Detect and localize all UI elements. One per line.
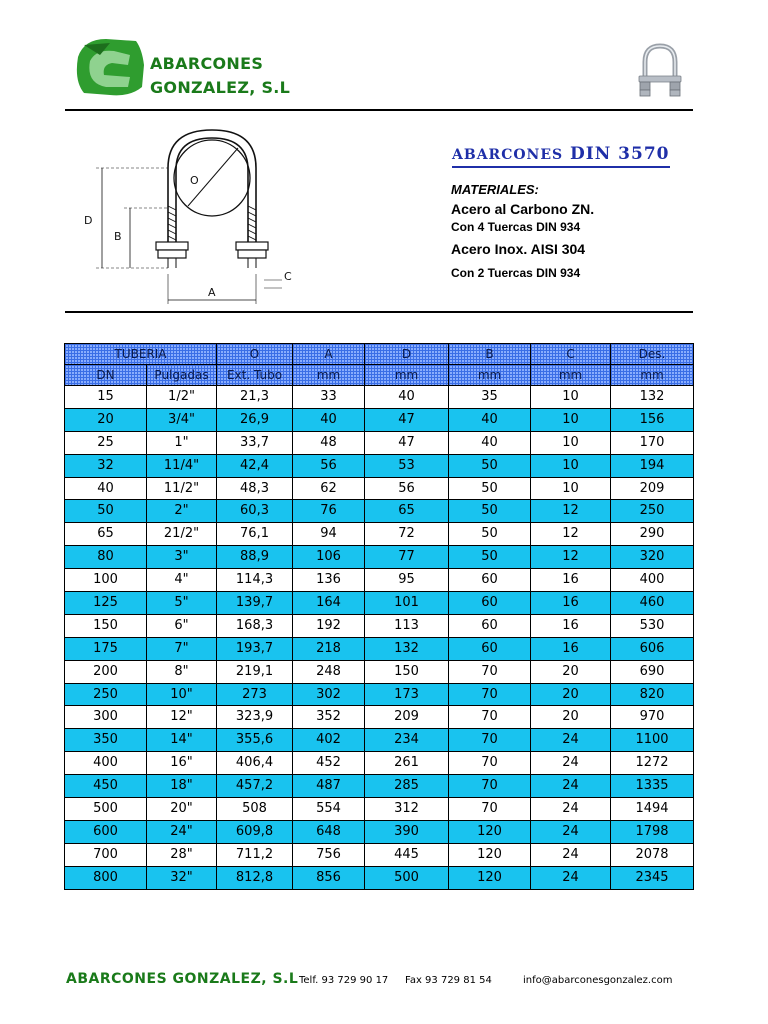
table-cell: 60 bbox=[449, 614, 531, 637]
table-cell: 170 bbox=[611, 431, 694, 454]
table-cell: 50 bbox=[449, 477, 531, 500]
header-a: A bbox=[293, 344, 365, 365]
table-cell: 60 bbox=[449, 637, 531, 660]
table-cell: 711,2 bbox=[217, 843, 293, 866]
table-cell: 25 bbox=[65, 431, 147, 454]
header-o: O bbox=[217, 344, 293, 365]
table-cell: 76 bbox=[293, 500, 365, 523]
header-c: C bbox=[531, 344, 611, 365]
table-cell: 47 bbox=[365, 431, 449, 454]
table-cell: 1272 bbox=[611, 752, 694, 775]
table-cell: 445 bbox=[365, 843, 449, 866]
table-row bbox=[65, 500, 694, 523]
table-cell: 10 bbox=[531, 477, 611, 500]
table-cell: 70 bbox=[449, 706, 531, 729]
table-cell: 800 bbox=[65, 866, 147, 889]
table-row bbox=[65, 614, 694, 637]
table-cell: 460 bbox=[611, 592, 694, 615]
table-row bbox=[65, 454, 694, 477]
subheader-cell: mm bbox=[365, 365, 449, 386]
table-cell: 24" bbox=[147, 820, 217, 843]
table-cell: 600 bbox=[65, 820, 147, 843]
table-row bbox=[65, 592, 694, 615]
table-row bbox=[65, 477, 694, 500]
material-stainless-note: Con 2 Tuercas DIN 934 bbox=[451, 266, 581, 280]
table-row bbox=[65, 523, 694, 546]
table-row bbox=[65, 408, 694, 431]
table-cell: 209 bbox=[611, 477, 694, 500]
subheader-cell: Ext. Tubo bbox=[217, 365, 293, 386]
table-header-row bbox=[65, 344, 694, 365]
table-cell: 77 bbox=[365, 546, 449, 569]
table-cell: 7" bbox=[147, 637, 217, 660]
table-cell: 1494 bbox=[611, 798, 694, 821]
table-cell: 812,8 bbox=[217, 866, 293, 889]
table-cell: 8" bbox=[147, 660, 217, 683]
table-row bbox=[65, 569, 694, 592]
table-cell: 173 bbox=[365, 683, 449, 706]
table-cell: 35 bbox=[449, 386, 531, 409]
table-cell: 16 bbox=[531, 592, 611, 615]
table-cell: 65 bbox=[65, 523, 147, 546]
footer-email: info@abarconesgonzalez.com bbox=[523, 975, 673, 986]
table-cell: 2" bbox=[147, 500, 217, 523]
table-cell: 194 bbox=[611, 454, 694, 477]
table-cell: 4" bbox=[147, 569, 217, 592]
table-cell: 12 bbox=[531, 500, 611, 523]
table-cell: 150 bbox=[65, 614, 147, 637]
table-cell: 33 bbox=[293, 386, 365, 409]
table-cell: 10 bbox=[531, 454, 611, 477]
table-row bbox=[65, 798, 694, 821]
table-cell: 487 bbox=[293, 775, 365, 798]
table-cell: 56 bbox=[365, 477, 449, 500]
table-cell: 56 bbox=[293, 454, 365, 477]
table-cell: 101 bbox=[365, 592, 449, 615]
diagram-label-d: D bbox=[84, 214, 93, 227]
table-subheader-row bbox=[65, 365, 694, 386]
company-logo-icon bbox=[70, 35, 150, 100]
table-cell: 10 bbox=[531, 408, 611, 431]
table-cell: 70 bbox=[449, 683, 531, 706]
table-cell: 6" bbox=[147, 614, 217, 637]
table-cell: 106 bbox=[293, 546, 365, 569]
table-cell: 5" bbox=[147, 592, 217, 615]
table-cell: 390 bbox=[365, 820, 449, 843]
table-cell: 24 bbox=[531, 798, 611, 821]
table-cell: 285 bbox=[365, 775, 449, 798]
table-cell: 248 bbox=[293, 660, 365, 683]
table-cell: 452 bbox=[293, 752, 365, 775]
table-cell: 65 bbox=[365, 500, 449, 523]
table-cell: 70 bbox=[449, 752, 531, 775]
table-cell: 72 bbox=[365, 523, 449, 546]
subheader-cell: mm bbox=[293, 365, 365, 386]
table-cell: 3" bbox=[147, 546, 217, 569]
product-title bbox=[452, 144, 670, 168]
table-cell: 50 bbox=[449, 454, 531, 477]
table-cell: 1798 bbox=[611, 820, 694, 843]
table-cell: 250 bbox=[65, 683, 147, 706]
table-cell: 47 bbox=[365, 408, 449, 431]
table-cell: 312 bbox=[365, 798, 449, 821]
table-cell: 32 bbox=[65, 454, 147, 477]
table-cell: 218 bbox=[293, 637, 365, 660]
table-cell: 40 bbox=[365, 386, 449, 409]
materials-label: MATERIALES: bbox=[451, 182, 539, 197]
table-cell: 3/4" bbox=[147, 408, 217, 431]
table-cell: 400 bbox=[611, 569, 694, 592]
table-row bbox=[65, 752, 694, 775]
table-row bbox=[65, 843, 694, 866]
table-row bbox=[65, 637, 694, 660]
table-cell: 120 bbox=[449, 843, 531, 866]
table-row bbox=[65, 386, 694, 409]
table-cell: 2345 bbox=[611, 866, 694, 889]
table-cell: 24 bbox=[531, 866, 611, 889]
table-cell: 820 bbox=[611, 683, 694, 706]
table-cell: 15 bbox=[65, 386, 147, 409]
table-cell: 48,3 bbox=[217, 477, 293, 500]
table-cell: 24 bbox=[531, 752, 611, 775]
table-cell: 60 bbox=[449, 569, 531, 592]
table-cell: 2078 bbox=[611, 843, 694, 866]
table-cell: 70 bbox=[449, 798, 531, 821]
table-cell: 350 bbox=[65, 729, 147, 752]
table-cell: 88,9 bbox=[217, 546, 293, 569]
table-cell: 156 bbox=[611, 408, 694, 431]
material-stainless: Acero Inox. AISI 304 bbox=[451, 241, 586, 257]
table-cell: 24 bbox=[531, 729, 611, 752]
subheader-cell: mm bbox=[531, 365, 611, 386]
table-cell: 32" bbox=[147, 866, 217, 889]
table-cell: 62 bbox=[293, 477, 365, 500]
table-cell: 756 bbox=[293, 843, 365, 866]
table-cell: 50 bbox=[449, 546, 531, 569]
diagram-label-a: A bbox=[208, 286, 216, 299]
table-cell: 21/2" bbox=[147, 523, 217, 546]
table-cell: 700 bbox=[65, 843, 147, 866]
table-cell: 40 bbox=[65, 477, 147, 500]
table-cell: 530 bbox=[611, 614, 694, 637]
table-cell: 609,8 bbox=[217, 820, 293, 843]
subheader-cell: mm bbox=[611, 365, 694, 386]
table-cell: 18" bbox=[147, 775, 217, 798]
table-cell: 24 bbox=[531, 820, 611, 843]
table-cell: 500 bbox=[65, 798, 147, 821]
table-cell: 40 bbox=[449, 408, 531, 431]
table-cell: 352 bbox=[293, 706, 365, 729]
table-cell: 300 bbox=[65, 706, 147, 729]
table-cell: 290 bbox=[611, 523, 694, 546]
table-row bbox=[65, 546, 694, 569]
table-cell: 94 bbox=[293, 523, 365, 546]
table-cell: 175 bbox=[65, 637, 147, 660]
table-cell: 219,1 bbox=[217, 660, 293, 683]
table-cell: 192 bbox=[293, 614, 365, 637]
table-cell: 16 bbox=[531, 569, 611, 592]
footer-phone: Telf. 93 729 90 17 bbox=[299, 975, 389, 986]
table-cell: 10 bbox=[531, 386, 611, 409]
table-row bbox=[65, 775, 694, 798]
table-cell: 70 bbox=[449, 775, 531, 798]
table-cell: 70 bbox=[449, 660, 531, 683]
table-cell: 11/4" bbox=[147, 454, 217, 477]
table-row bbox=[65, 866, 694, 889]
table-cell: 1/2" bbox=[147, 386, 217, 409]
table-cell: 1335 bbox=[611, 775, 694, 798]
table-row bbox=[65, 729, 694, 752]
table-cell: 26,9 bbox=[217, 408, 293, 431]
table-cell: 132 bbox=[611, 386, 694, 409]
table-cell: 450 bbox=[65, 775, 147, 798]
table-cell: 136 bbox=[293, 569, 365, 592]
diagram-label-b: B bbox=[114, 230, 122, 243]
table-cell: 120 bbox=[449, 866, 531, 889]
table-cell: 150 bbox=[365, 660, 449, 683]
table-cell: 10 bbox=[531, 431, 611, 454]
table-cell: 690 bbox=[611, 660, 694, 683]
table-cell: 20 bbox=[531, 706, 611, 729]
table-cell: 50 bbox=[449, 523, 531, 546]
table-cell: 970 bbox=[611, 706, 694, 729]
table-cell: 20 bbox=[65, 408, 147, 431]
table-cell: 508 bbox=[217, 798, 293, 821]
table-cell: 648 bbox=[293, 820, 365, 843]
table-cell: 76,1 bbox=[217, 523, 293, 546]
table-cell: 50 bbox=[449, 500, 531, 523]
table-cell: 234 bbox=[365, 729, 449, 752]
table-cell: 20" bbox=[147, 798, 217, 821]
table-cell: 125 bbox=[65, 592, 147, 615]
table-cell: 14" bbox=[147, 729, 217, 752]
table-cell: 193,7 bbox=[217, 637, 293, 660]
table-row bbox=[65, 820, 694, 843]
table-row bbox=[65, 660, 694, 683]
company-name-line2: GONZALEZ, S.L bbox=[150, 78, 291, 97]
table-cell: 457,2 bbox=[217, 775, 293, 798]
product-title-din: DIN 3570 bbox=[570, 144, 670, 164]
table-cell: 273 bbox=[217, 683, 293, 706]
footer-company: ABARCONES GONZALEZ, S.L bbox=[66, 971, 299, 987]
table-cell: 95 bbox=[365, 569, 449, 592]
table-cell: 28" bbox=[147, 843, 217, 866]
table-cell: 114,3 bbox=[217, 569, 293, 592]
section-divider bbox=[65, 311, 693, 313]
table-cell: 24 bbox=[531, 843, 611, 866]
table-cell: 554 bbox=[293, 798, 365, 821]
u-bolt-photo-icon bbox=[625, 40, 695, 100]
table-cell: 50 bbox=[65, 500, 147, 523]
table-cell: 139,7 bbox=[217, 592, 293, 615]
table-cell: 856 bbox=[293, 866, 365, 889]
table-cell: 70 bbox=[449, 729, 531, 752]
material-carbon-steel-note: Con 4 Tuercas DIN 934 bbox=[451, 220, 581, 234]
table-cell: 11/2" bbox=[147, 477, 217, 500]
table-cell: 16 bbox=[531, 637, 611, 660]
table-cell: 16" bbox=[147, 752, 217, 775]
table-cell: 16 bbox=[531, 614, 611, 637]
product-title-main: ABARCONES bbox=[452, 147, 564, 163]
company-name-line1: ABARCONES bbox=[150, 54, 264, 73]
header-b: B bbox=[449, 344, 531, 365]
table-cell: 250 bbox=[611, 500, 694, 523]
table-cell: 33,7 bbox=[217, 431, 293, 454]
table-cell: 20 bbox=[531, 660, 611, 683]
table-cell: 168,3 bbox=[217, 614, 293, 637]
diagram-label-c: C bbox=[284, 270, 292, 283]
table-cell: 400 bbox=[65, 752, 147, 775]
table-cell: 355,6 bbox=[217, 729, 293, 752]
table-cell: 1100 bbox=[611, 729, 694, 752]
table-cell: 320 bbox=[611, 546, 694, 569]
table-row bbox=[65, 706, 694, 729]
table-cell: 60 bbox=[449, 592, 531, 615]
header-tuberia: TUBERIA bbox=[65, 344, 217, 365]
table-cell: 10" bbox=[147, 683, 217, 706]
table-cell: 302 bbox=[293, 683, 365, 706]
table-cell: 24 bbox=[531, 775, 611, 798]
dimensions-table bbox=[64, 343, 694, 890]
table-cell: 40 bbox=[293, 408, 365, 431]
table-cell: 21,3 bbox=[217, 386, 293, 409]
table-cell: 406,4 bbox=[217, 752, 293, 775]
table-cell: 209 bbox=[365, 706, 449, 729]
table-cell: 60,3 bbox=[217, 500, 293, 523]
table-cell: 606 bbox=[611, 637, 694, 660]
material-carbon-steel: Acero al Carbono ZN. bbox=[451, 201, 595, 217]
table-cell: 12" bbox=[147, 706, 217, 729]
table-cell: 53 bbox=[365, 454, 449, 477]
header-divider bbox=[65, 109, 693, 111]
table-cell: 48 bbox=[293, 431, 365, 454]
table-cell: 12 bbox=[531, 523, 611, 546]
table-cell: 100 bbox=[65, 569, 147, 592]
table-cell: 80 bbox=[65, 546, 147, 569]
u-bolt-diagram bbox=[68, 118, 313, 306]
table-cell: 1" bbox=[147, 431, 217, 454]
table-cell: 132 bbox=[365, 637, 449, 660]
table-cell: 500 bbox=[365, 866, 449, 889]
table-row bbox=[65, 431, 694, 454]
table-cell: 323,9 bbox=[217, 706, 293, 729]
table-cell: 402 bbox=[293, 729, 365, 752]
subheader-cell: mm bbox=[449, 365, 531, 386]
table-cell: 261 bbox=[365, 752, 449, 775]
diagram-label-o: O bbox=[190, 174, 199, 187]
table-cell: 164 bbox=[293, 592, 365, 615]
header-des: Des. bbox=[611, 344, 694, 365]
subheader-cell: Pulgadas bbox=[147, 365, 217, 386]
table-row bbox=[65, 683, 694, 706]
table-cell: 42,4 bbox=[217, 454, 293, 477]
table-cell: 20 bbox=[531, 683, 611, 706]
company-name bbox=[150, 52, 290, 100]
table-cell: 12 bbox=[531, 546, 611, 569]
table-cell: 200 bbox=[65, 660, 147, 683]
subheader-cell: DN bbox=[65, 365, 147, 386]
table-cell: 40 bbox=[449, 431, 531, 454]
header-d: D bbox=[365, 344, 449, 365]
footer-fax: Fax 93 729 81 54 bbox=[405, 975, 492, 986]
table-cell: 120 bbox=[449, 820, 531, 843]
table-cell: 113 bbox=[365, 614, 449, 637]
